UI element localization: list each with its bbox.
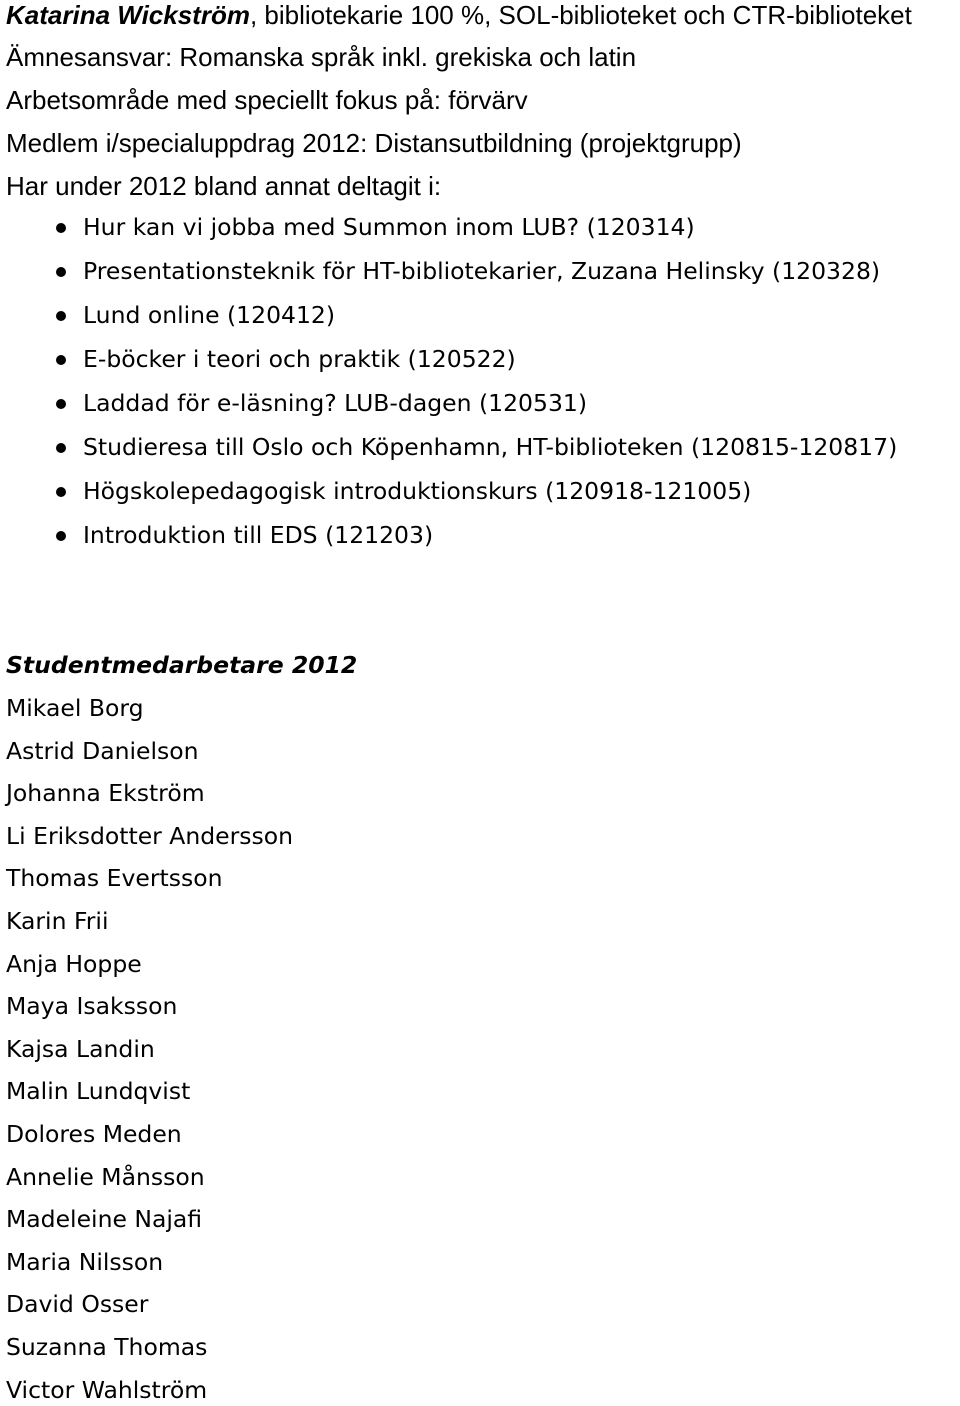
student-name: Suzanna Thomas xyxy=(6,1333,208,1361)
activity-text: Laddad för e-läsning? LUB-dagen (120531) xyxy=(83,389,588,417)
bullet-icon xyxy=(56,311,66,321)
membership: Medlem i/specialuppdrag 2012: Distansutbildning (projektgrupp) xyxy=(6,128,742,158)
bullet-icon xyxy=(56,399,66,409)
student-name: Astrid Danielson xyxy=(6,736,199,765)
activity-text: Studieresa till Oslo och Köpenhamn, HT-biblioteken (120815-120817) xyxy=(83,433,898,461)
bullet-icon xyxy=(56,223,66,233)
bullet-icon xyxy=(56,443,66,453)
student-name: Maria Nilsson xyxy=(6,1247,164,1276)
student-name: Mikael Borg xyxy=(6,694,144,722)
student-name: Dolores Meden xyxy=(6,1120,182,1148)
bullet-icon xyxy=(56,531,66,541)
student-name: Madeleine Najafi xyxy=(6,1205,203,1234)
activity-text: Hur kan vi jobba med Summon inom LUB? (120314) xyxy=(83,213,695,241)
staff-header-line xyxy=(6,2,912,28)
student-name: Johanna Ekström xyxy=(6,779,205,808)
student-name: Annelie Månsson xyxy=(6,1162,205,1191)
student-name: Victor Wahlström xyxy=(6,1375,208,1404)
work-focus: Arbetsområde med speciellt fokus på: förvärv xyxy=(6,85,528,115)
section-title-students: Studentmedarbetare 2012 xyxy=(6,651,358,679)
bullet-icon xyxy=(56,267,66,277)
student-name: Maya Isaksson xyxy=(6,992,178,1021)
student-name: David Osser xyxy=(6,1290,149,1319)
student-name: Karin Frii xyxy=(6,907,109,935)
student-name: Thomas Evertsson xyxy=(6,864,223,893)
activity-text: Introduktion till EDS (121203) xyxy=(83,521,434,549)
student-name: Anja Hoppe xyxy=(6,949,142,978)
subject-responsibility: Ämnesansvar: Romanska språk inkl. grekiska och latin xyxy=(6,42,637,72)
bullet-icon xyxy=(56,355,66,365)
staff-name: Katarina Wickström xyxy=(6,0,250,30)
participation-intro: Har under 2012 bland annat deltagit i: xyxy=(6,171,442,201)
activity-text: Presentationsteknik för HT-bibliotekarier, Zuzana Helinsky (120328) xyxy=(83,257,881,285)
activity-text: Högskolepedagogisk introduktionskurs (120918-121005) xyxy=(83,477,752,505)
student-name: Li Eriksdotter Andersson xyxy=(6,821,294,850)
bullet-icon xyxy=(56,487,66,497)
student-name: Kajsa Landin xyxy=(6,1034,155,1063)
activity-text: Lund online (120412) xyxy=(83,301,336,329)
staff-role: , bibliotekarie 100 %, SOL-biblioteket och CTR-biblioteket xyxy=(249,0,912,30)
student-name: Malin Lundqvist xyxy=(6,1077,191,1106)
activity-text: E-böcker i teori och praktik (120522) xyxy=(83,345,516,373)
